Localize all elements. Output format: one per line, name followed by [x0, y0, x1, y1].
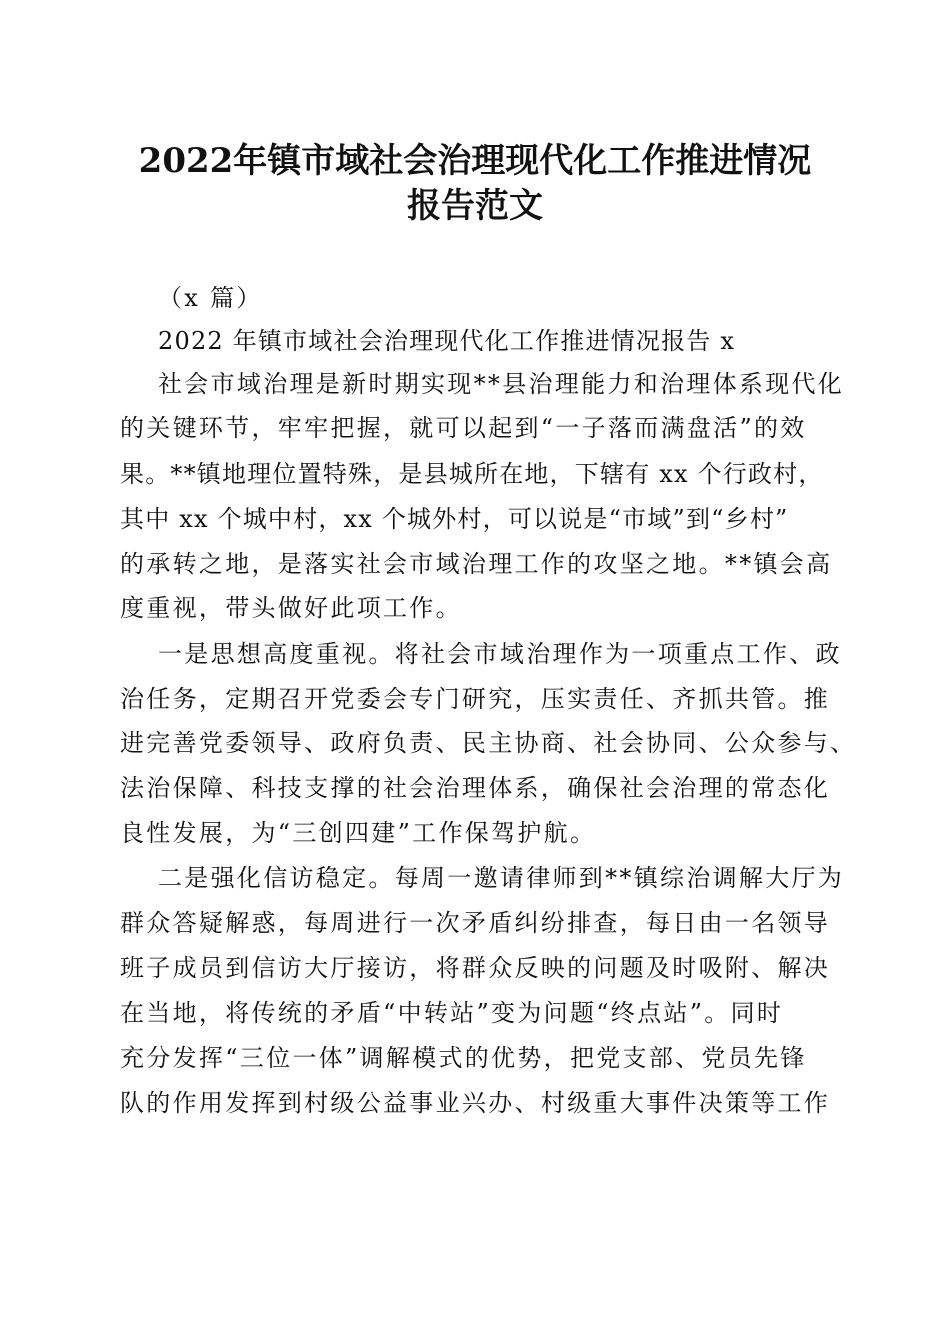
article-count-note: （x 篇）: [158, 284, 263, 312]
paragraph-line: 治任务，定期召开党委会专门研究，压实责任、齐抓共管。推: [120, 685, 831, 713]
paragraph-line: 一是思想高度重视。将社会市域治理作为一项重点工作、政: [158, 640, 842, 668]
paragraph-line: 队的作用发挥到村级公益事业兴办、村级重大事件决策等工作: [120, 1089, 831, 1117]
paragraph-line: 充分发挥“三位一体”调解模式的优势，把党支部、党员先锋: [120, 1044, 807, 1072]
paragraph-line: 班子成员到信访大厅接访，将群众反映的问题及时吸附、解决: [120, 954, 831, 982]
subtitle: 2022 年镇市域社会治理现代化工作推进情况报告 x: [158, 327, 736, 355]
document-title-line-2: 报告范文: [407, 186, 543, 226]
paragraph-line: 度重视，带头做好此项工作。: [120, 594, 462, 622]
document-title-line-1: 2022年镇市域社会治理现代化工作推进情况: [138, 141, 812, 181]
paragraph-line: 法治保障、科技支撑的社会治理体系，确保社会治理的常态化: [120, 774, 831, 802]
paragraph-line: 二是强化信访稳定。每周一邀请律师到**镇综治调解大厅为: [158, 864, 845, 892]
paragraph-line: 社会市域治理是新时期实现**县治理能力和治理体系现代化: [158, 370, 845, 398]
paragraph-line: 其中 xx 个城中村，xx 个城外村，可以说是“市域”到“乡村”: [120, 505, 789, 533]
paragraph-line: 进完善党委领导、政府负责、民主协商、社会协同、公众参与、: [120, 729, 857, 757]
paragraph-line: 良性发展，为“三创四建”工作保驾护航。: [120, 819, 597, 847]
paragraph-line: 在当地，将传统的矛盾“中转站”变为问题“终点站”。同时: [120, 999, 784, 1027]
paragraph-line: 果。**镇地理位置特殊，是县城所在地，下辖有 xx 个行政村，: [120, 460, 824, 488]
paragraph-line: 群众答疑解惑，每周进行一次矛盾纠纷排查，每日由一名领导: [120, 909, 831, 937]
paragraph-line: 的关键环节，牢牢把握，就可以起到“一子落而满盘活”的效: [120, 414, 807, 442]
paragraph-line: 的承转之地，是落实社会市域治理工作的攻坚之地。**镇会高: [120, 550, 833, 578]
